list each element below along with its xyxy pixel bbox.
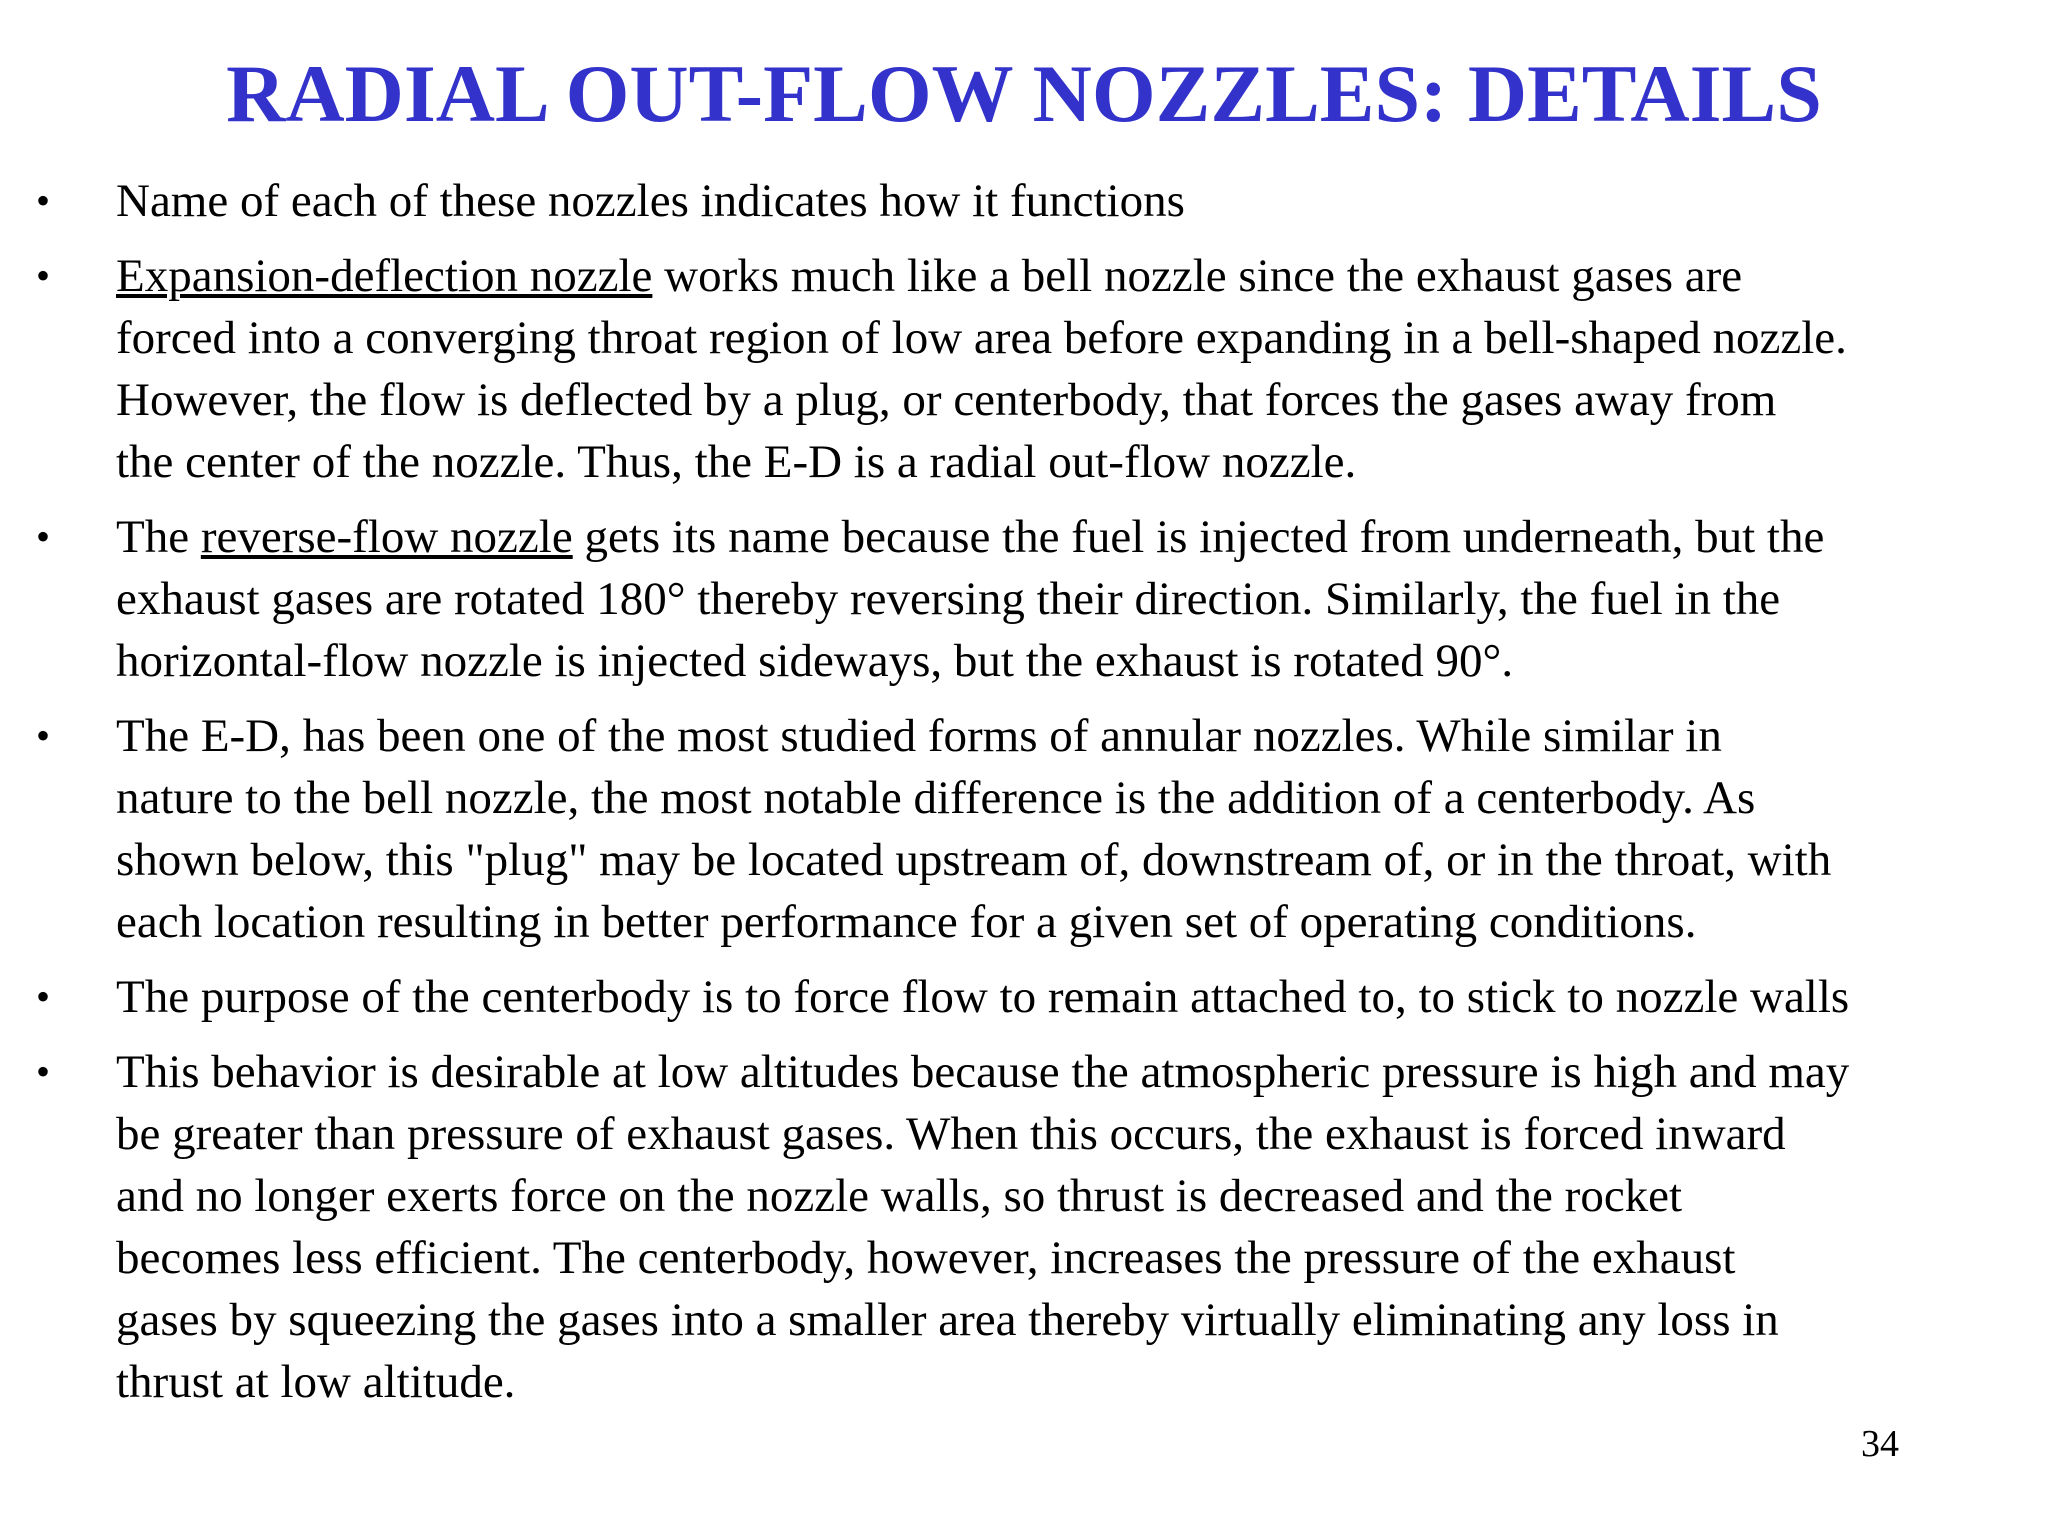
bullet-marker: •	[36, 1049, 51, 1094]
bullet-text-line	[116, 369, 2028, 431]
bullet-item	[0, 1041, 2048, 1413]
bullet-marker: •	[36, 514, 51, 559]
text-segment: exhaust gases are rotated 180° thereby reversing their direction. Similarly, the fuel in the	[116, 573, 1781, 625]
bullet-item	[0, 506, 2048, 692]
text-segment: The	[116, 511, 201, 563]
bullet-text-line	[116, 1103, 2028, 1165]
text-segment: gases by squeezing the gases into a smaller area thereby virtually eliminating any loss in	[116, 1294, 1779, 1346]
bullet-item	[0, 170, 2048, 232]
text-segment: shown below, this "plug" may be located upstream of, downstream of, or in the throat, with	[116, 834, 1832, 886]
text-segment: However, the flow is deflected by a plug, or centerbody, that forces the gases away from	[116, 374, 1777, 426]
bullet-text-line	[116, 307, 2028, 369]
bullet-marker: •	[36, 178, 51, 223]
text-segment: horizontal-flow nozzle is injected sideways, but the exhaust is rotated 90°.	[116, 635, 1514, 687]
bullet-text-line	[116, 170, 2028, 232]
slide-title: RADIAL OUT-FLOW NOZZLES: DETAILS	[226, 48, 1822, 139]
text-segment: This behavior is desirable at low altitudes because the atmospheric pressure is high and may	[116, 1046, 1850, 1098]
text-segment: the center of the nozzle. Thus, the E-D is a radial out-flow nozzle.	[116, 436, 1357, 488]
bullet-marker: •	[36, 253, 51, 298]
bullet-text-line	[116, 966, 2028, 1028]
bullet-text-line	[116, 705, 2028, 767]
bullet-text-line	[116, 431, 2028, 493]
bullet-text-line	[116, 506, 2028, 568]
bullet-list	[0, 170, 2048, 1426]
text-segment: becomes less efficient. The centerbody, however, increases the pressure of the exhaust	[116, 1232, 1736, 1284]
text-segment: be greater than pressure of exhaust gases. When this occurs, the exhaust is forced inward	[116, 1108, 1786, 1160]
bullet-item	[0, 705, 2048, 953]
bullet-marker: •	[36, 974, 51, 1019]
text-segment: and no longer exerts force on the nozzle walls, so thrust is decreased and the rocket	[116, 1170, 1683, 1222]
bullet-text-line	[116, 1041, 2028, 1103]
bullet-text-line	[116, 1351, 2028, 1413]
bullet-text-line	[116, 829, 2028, 891]
bullet-item	[0, 245, 2048, 493]
underlined-term: Expansion-deflection nozzle	[116, 250, 653, 302]
bullet-text-line	[116, 245, 2028, 307]
text-segment: forced into a converging throat region of low area before expanding in a bell-shaped nozzle.	[116, 312, 1847, 364]
text-segment: thrust at low altitude.	[116, 1356, 516, 1408]
page-number: 34	[1861, 1423, 1899, 1465]
text-segment: each location resulting in better performance for a given set of operating conditions.	[116, 896, 1697, 948]
bullet-text-line	[116, 1227, 2028, 1289]
bullet-item	[0, 966, 2048, 1028]
bullet-text-line	[116, 568, 2028, 630]
bullet-text-line	[116, 630, 2028, 692]
bullet-text-line	[116, 1289, 2028, 1351]
text-segment: Name of each of these nozzles indicates how it functions	[116, 175, 1185, 227]
bullet-text-line	[116, 767, 2028, 829]
bullet-text-line	[116, 1165, 2028, 1227]
text-segment: gets its name because the fuel is injected from underneath, but the	[572, 511, 1825, 563]
text-segment: The purpose of the centerbody is to force flow to remain attached to, to stick to nozzle walls	[116, 971, 1850, 1023]
text-segment: nature to the bell nozzle, the most notable difference is the addition of a centerbody. As	[116, 772, 1756, 824]
bullet-marker: •	[36, 713, 51, 758]
text-segment: The E-D, has been one of the most studied forms of annular nozzles. While similar in	[116, 710, 1722, 762]
bullet-text-line	[116, 891, 2028, 953]
text-segment: works much like a bell nozzle since the exhaust gases are	[652, 250, 1743, 302]
underlined-term: reverse-flow nozzle	[200, 511, 573, 563]
